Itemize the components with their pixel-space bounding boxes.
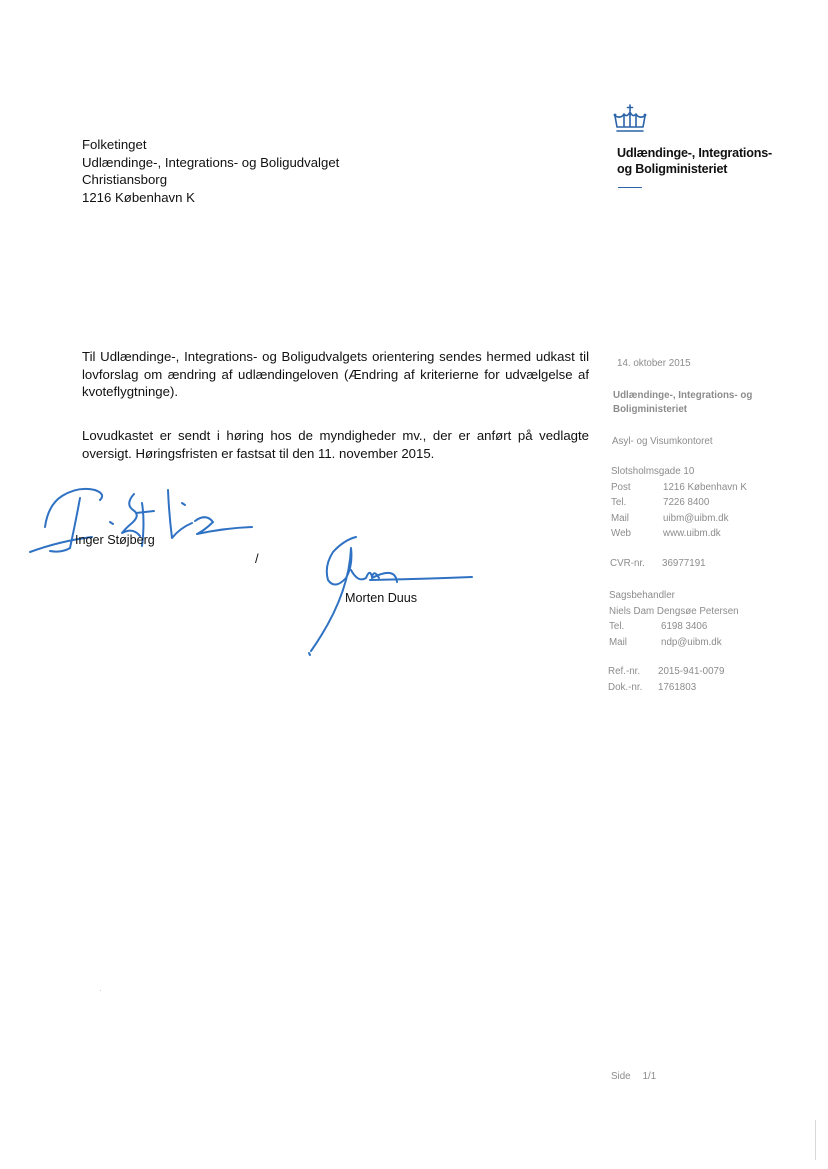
sender-address xyxy=(611,464,747,542)
web-value: www.uibm.dk xyxy=(663,528,721,539)
signature-2-stroke xyxy=(309,653,310,655)
cvr-row xyxy=(610,556,706,572)
mail-label: Mail xyxy=(611,512,629,524)
post-row xyxy=(611,480,747,496)
web-row xyxy=(611,526,747,542)
signature-1-stroke xyxy=(45,489,102,527)
ministry-name-line: og Boligministeriet xyxy=(617,162,728,176)
tel-value: 7226 8400 xyxy=(663,497,710,508)
signature-1-stroke xyxy=(136,511,154,513)
case-tel-value: 6198 3406 xyxy=(661,621,708,632)
page-number-value: 1/1 xyxy=(642,1071,657,1082)
cvr-label: CVR-nr. xyxy=(610,558,645,569)
sender-office: Asyl- og Visumkontoret xyxy=(612,436,713,447)
cvr-value: 36977191 xyxy=(662,558,706,569)
street-address: Slotsholmsgade 10 xyxy=(611,466,695,477)
signature-1-stroke xyxy=(168,490,192,538)
case-tel-label: Tel. xyxy=(609,621,625,632)
ref-value: 2015-941-0079 xyxy=(658,666,725,677)
signature-1-stroke xyxy=(122,494,140,536)
dok-value: 1761803 xyxy=(658,681,697,693)
signature-2-stroke xyxy=(351,570,379,579)
page-number-label: Side xyxy=(611,1071,631,1082)
recipient-line: Udlændinge-, Integrations- og Boligudvalget xyxy=(82,154,340,170)
mail-row xyxy=(611,511,747,527)
letter-paragraph-2: Lovudkastet er sendt i høring hos de myndigheder mv., der er anført på vedlagte oversigt. Høringsfristen er fastsat til den 11. november 2015. xyxy=(82,428,589,461)
letter-paragraph-1: Til Udlændinge-, Integrations- og Boligudvalgets orientering sendes hermed udkast til lovforslag om ændring af udlændingeloven (Ændring af kriterierne for udvælgelse af kvoteflygtninge). xyxy=(82,349,589,400)
sender-organisation xyxy=(613,389,752,417)
letter-date: 14. oktober 2015 xyxy=(617,358,691,369)
post-label: Post xyxy=(611,481,631,493)
case-handler-name: Niels Dam Dengsøe Petersen xyxy=(609,605,739,617)
recipient-line: Folketinget xyxy=(82,137,147,152)
dok-label: Dok.-nr. xyxy=(608,681,643,693)
page-number xyxy=(611,1071,656,1082)
recipient-line: 1216 København K xyxy=(82,189,195,205)
recipient-line: Christiansborg xyxy=(82,172,168,188)
scan-edge-line xyxy=(815,1120,816,1160)
signer-1-name: Inger Støjberg xyxy=(75,533,155,547)
ref-label: Ref.-nr. xyxy=(608,666,641,677)
signature-separator: / xyxy=(255,551,259,566)
signature-1-stroke xyxy=(195,517,252,534)
tel-row xyxy=(611,495,747,511)
case-handler xyxy=(609,588,739,650)
signature-2-stroke xyxy=(370,577,472,580)
case-mail-value: ndp@uibm.dk xyxy=(661,636,722,648)
case-mail-label: Mail xyxy=(609,636,627,648)
post-value: 1216 København K xyxy=(663,481,747,493)
reference-numbers xyxy=(608,664,724,695)
tel-label: Tel. xyxy=(611,497,627,508)
case-tel-row xyxy=(609,619,739,635)
case-mail-row xyxy=(609,635,739,651)
mail-value: uibm@uibm.dk xyxy=(663,512,729,524)
ministry-name-line: Udlændinge-, Integrations- xyxy=(617,146,773,160)
case-handler-label: Sagsbehandler xyxy=(609,590,675,601)
ref-row xyxy=(608,664,724,680)
signature-1-stroke xyxy=(182,503,185,505)
scan-dot xyxy=(100,990,101,991)
sender-organisation-line: Boligministeriet xyxy=(613,404,688,415)
signature-1-stroke xyxy=(110,522,113,524)
sender-organisation-line: Udlændinge-, Integrations- og xyxy=(613,390,753,401)
dok-row xyxy=(608,680,724,696)
web-label: Web xyxy=(611,528,631,539)
signer-2-name: Morten Duus xyxy=(345,591,418,605)
